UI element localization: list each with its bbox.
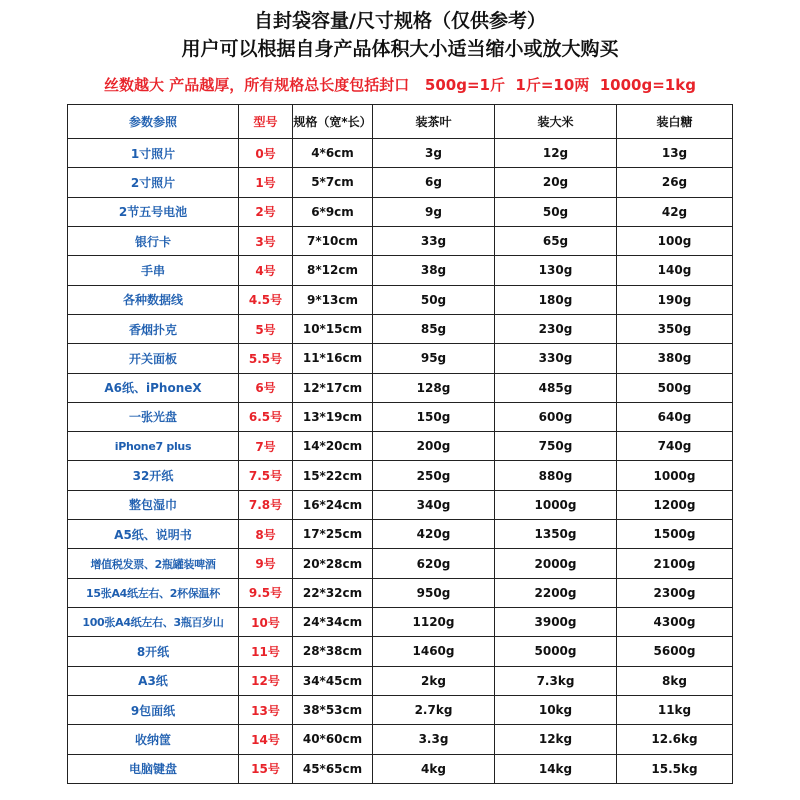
cell-reference-item: 各种数据线: [68, 285, 239, 314]
cell-sugar-capacity: 140g: [617, 256, 733, 285]
cell-dimensions: 17*25cm: [293, 520, 373, 549]
cell-rice-capacity: 2200g: [495, 578, 617, 607]
cell-rice-capacity: 20g: [495, 168, 617, 197]
cell-reference-item: 8开纸: [68, 637, 239, 666]
table-row: [68, 344, 733, 373]
cell-model-number: 3号: [239, 226, 293, 255]
cell-sugar-capacity: 1200g: [617, 490, 733, 519]
cell-dimensions: 5*7cm: [293, 168, 373, 197]
cell-reference-item: A5纸、说明书: [68, 520, 239, 549]
cell-reference-item: 银行卡: [68, 226, 239, 255]
cell-dimensions: 13*19cm: [293, 402, 373, 431]
table-row: [68, 637, 733, 666]
cell-reference-item: 一张光盘: [68, 402, 239, 431]
cell-tea-capacity: 85g: [373, 314, 495, 343]
cell-tea-capacity: 4kg: [373, 754, 495, 783]
table-row: [68, 549, 733, 578]
cell-tea-capacity: 150g: [373, 402, 495, 431]
cell-rice-capacity: 3900g: [495, 608, 617, 637]
cell-model-number: 1号: [239, 168, 293, 197]
cell-tea-capacity: 9g: [373, 197, 495, 226]
cell-tea-capacity: 950g: [373, 578, 495, 607]
cell-rice-capacity: 485g: [495, 373, 617, 402]
cell-tea-capacity: 1460g: [373, 637, 495, 666]
page-subtitle: 用户可以根据自身产品体积大小适当缩小或放大购买: [181, 38, 619, 60]
cell-reference-item: 开关面板: [68, 344, 239, 373]
cell-rice-capacity: 600g: [495, 402, 617, 431]
column-header-sugar-capacity: 装白糖: [617, 105, 733, 139]
cell-reference-item: 手串: [68, 256, 239, 285]
cell-reference-item: iPhone7 plus: [68, 432, 239, 461]
cell-model-number: 13号: [239, 695, 293, 724]
cell-rice-capacity: 7.3kg: [495, 666, 617, 695]
cell-dimensions: 14*20cm: [293, 432, 373, 461]
page-title: 自封袋容量/尺寸规格（仅供参考）: [254, 10, 546, 32]
cell-rice-capacity: 5000g: [495, 637, 617, 666]
cell-tea-capacity: 250g: [373, 461, 495, 490]
cell-sugar-capacity: 640g: [617, 402, 733, 431]
conversion-note: 丝数越大 产品越厚，所有规格总长度包括封口 500g=1斤 1斤=10两 1000g=1kg: [104, 76, 696, 94]
cell-sugar-capacity: 500g: [617, 373, 733, 402]
cell-dimensions: 28*38cm: [293, 637, 373, 666]
cell-model-number: 7.5号: [239, 461, 293, 490]
cell-model-number: 9号: [239, 549, 293, 578]
cell-rice-capacity: 10kg: [495, 695, 617, 724]
table-header-row: [68, 105, 733, 139]
table-row: [68, 314, 733, 343]
cell-rice-capacity: 880g: [495, 461, 617, 490]
cell-reference-item: A6纸、iPhoneX: [68, 373, 239, 402]
cell-reference-item: 电脑键盘: [68, 754, 239, 783]
cell-dimensions: 40*60cm: [293, 725, 373, 754]
column-header-model-number: 型号: [239, 105, 293, 139]
cell-rice-capacity: 750g: [495, 432, 617, 461]
cell-dimensions: 22*32cm: [293, 578, 373, 607]
cell-rice-capacity: 2000g: [495, 549, 617, 578]
cell-model-number: 6号: [239, 373, 293, 402]
cell-model-number: 14号: [239, 725, 293, 754]
cell-tea-capacity: 420g: [373, 520, 495, 549]
cell-rice-capacity: 330g: [495, 344, 617, 373]
cell-reference-item: 9包面纸: [68, 695, 239, 724]
cell-rice-capacity: 230g: [495, 314, 617, 343]
cell-model-number: 0号: [239, 139, 293, 168]
cell-dimensions: 12*17cm: [293, 373, 373, 402]
table-row: [68, 373, 733, 402]
cell-dimensions: 11*16cm: [293, 344, 373, 373]
cell-sugar-capacity: 42g: [617, 197, 733, 226]
cell-reference-item: 收纳筐: [68, 725, 239, 754]
cell-tea-capacity: 2kg: [373, 666, 495, 695]
column-header-dimensions: 规格（宽*长）: [293, 105, 373, 139]
cell-tea-capacity: 3.3g: [373, 725, 495, 754]
size-spec-table: [67, 104, 733, 784]
cell-dimensions: 10*15cm: [293, 314, 373, 343]
cell-rice-capacity: 50g: [495, 197, 617, 226]
table-row: [68, 197, 733, 226]
cell-rice-capacity: 130g: [495, 256, 617, 285]
cell-rice-capacity: 12kg: [495, 725, 617, 754]
cell-sugar-capacity: 11kg: [617, 695, 733, 724]
cell-reference-item: 15张A4纸左右、2杯保温杯: [68, 578, 239, 607]
cell-tea-capacity: 340g: [373, 490, 495, 519]
cell-tea-capacity: 33g: [373, 226, 495, 255]
cell-reference-item: 整包湿巾: [68, 490, 239, 519]
cell-sugar-capacity: 15.5kg: [617, 754, 733, 783]
cell-rice-capacity: 14kg: [495, 754, 617, 783]
cell-reference-item: 香烟扑克: [68, 314, 239, 343]
cell-sugar-capacity: 12.6kg: [617, 725, 733, 754]
cell-sugar-capacity: 740g: [617, 432, 733, 461]
cell-model-number: 11号: [239, 637, 293, 666]
cell-reference-item: 2寸照片: [68, 168, 239, 197]
cell-model-number: 5号: [239, 314, 293, 343]
table-body: [68, 139, 733, 784]
cell-sugar-capacity: 5600g: [617, 637, 733, 666]
table-row: [68, 285, 733, 314]
table-row: [68, 754, 733, 783]
cell-dimensions: 24*34cm: [293, 608, 373, 637]
cell-sugar-capacity: 26g: [617, 168, 733, 197]
column-header-tea-capacity: 装茶叶: [373, 105, 495, 139]
column-header-reference-item: 参数参照: [68, 105, 239, 139]
cell-tea-capacity: 200g: [373, 432, 495, 461]
cell-model-number: 7号: [239, 432, 293, 461]
cell-model-number: 15号: [239, 754, 293, 783]
table-row: [68, 461, 733, 490]
cell-sugar-capacity: 8kg: [617, 666, 733, 695]
cell-model-number: 4.5号: [239, 285, 293, 314]
cell-sugar-capacity: 350g: [617, 314, 733, 343]
cell-sugar-capacity: 13g: [617, 139, 733, 168]
cell-rice-capacity: 12g: [495, 139, 617, 168]
cell-sugar-capacity: 4300g: [617, 608, 733, 637]
cell-dimensions: 7*10cm: [293, 226, 373, 255]
cell-rice-capacity: 180g: [495, 285, 617, 314]
cell-reference-item: 1寸照片: [68, 139, 239, 168]
table-row: [68, 520, 733, 549]
cell-sugar-capacity: 1000g: [617, 461, 733, 490]
cell-reference-item: 32开纸: [68, 461, 239, 490]
cell-dimensions: 9*13cm: [293, 285, 373, 314]
cell-sugar-capacity: 1500g: [617, 520, 733, 549]
table-row: [68, 432, 733, 461]
cell-dimensions: 45*65cm: [293, 754, 373, 783]
cell-sugar-capacity: 2300g: [617, 578, 733, 607]
table-row: [68, 490, 733, 519]
table-row: [68, 139, 733, 168]
table-row: [68, 402, 733, 431]
cell-dimensions: 15*22cm: [293, 461, 373, 490]
cell-reference-item: 2节五号电池: [68, 197, 239, 226]
table-row: [68, 608, 733, 637]
cell-rice-capacity: 1000g: [495, 490, 617, 519]
cell-model-number: 8号: [239, 520, 293, 549]
cell-dimensions: 16*24cm: [293, 490, 373, 519]
cell-model-number: 5.5号: [239, 344, 293, 373]
cell-dimensions: 38*53cm: [293, 695, 373, 724]
cell-dimensions: 8*12cm: [293, 256, 373, 285]
table-row: [68, 725, 733, 754]
cell-tea-capacity: 620g: [373, 549, 495, 578]
cell-sugar-capacity: 100g: [617, 226, 733, 255]
cell-model-number: 12号: [239, 666, 293, 695]
cell-sugar-capacity: 2100g: [617, 549, 733, 578]
cell-dimensions: 20*28cm: [293, 549, 373, 578]
cell-dimensions: 6*9cm: [293, 197, 373, 226]
table-row: [68, 256, 733, 285]
cell-tea-capacity: 50g: [373, 285, 495, 314]
cell-dimensions: 34*45cm: [293, 666, 373, 695]
cell-tea-capacity: 2.7kg: [373, 695, 495, 724]
cell-model-number: 9.5号: [239, 578, 293, 607]
table-row: [68, 695, 733, 724]
cell-rice-capacity: 65g: [495, 226, 617, 255]
cell-tea-capacity: 6g: [373, 168, 495, 197]
column-header-rice-capacity: 装大米: [495, 105, 617, 139]
cell-model-number: 10号: [239, 608, 293, 637]
cell-reference-item: 100张A4纸左右、3瓶百岁山: [68, 608, 239, 637]
cell-sugar-capacity: 380g: [617, 344, 733, 373]
cell-tea-capacity: 3g: [373, 139, 495, 168]
cell-reference-item: A3纸: [68, 666, 239, 695]
table-row: [68, 168, 733, 197]
table-row: [68, 226, 733, 255]
cell-tea-capacity: 128g: [373, 373, 495, 402]
table-row: [68, 578, 733, 607]
cell-reference-item: 增值税发票、2瓶罐装啤酒: [68, 549, 239, 578]
cell-rice-capacity: 1350g: [495, 520, 617, 549]
cell-tea-capacity: 95g: [373, 344, 495, 373]
cell-model-number: 6.5号: [239, 402, 293, 431]
cell-model-number: 4号: [239, 256, 293, 285]
cell-dimensions: 4*6cm: [293, 139, 373, 168]
cell-sugar-capacity: 190g: [617, 285, 733, 314]
cell-model-number: 2号: [239, 197, 293, 226]
table-row: [68, 666, 733, 695]
cell-model-number: 7.8号: [239, 490, 293, 519]
cell-tea-capacity: 38g: [373, 256, 495, 285]
cell-tea-capacity: 1120g: [373, 608, 495, 637]
